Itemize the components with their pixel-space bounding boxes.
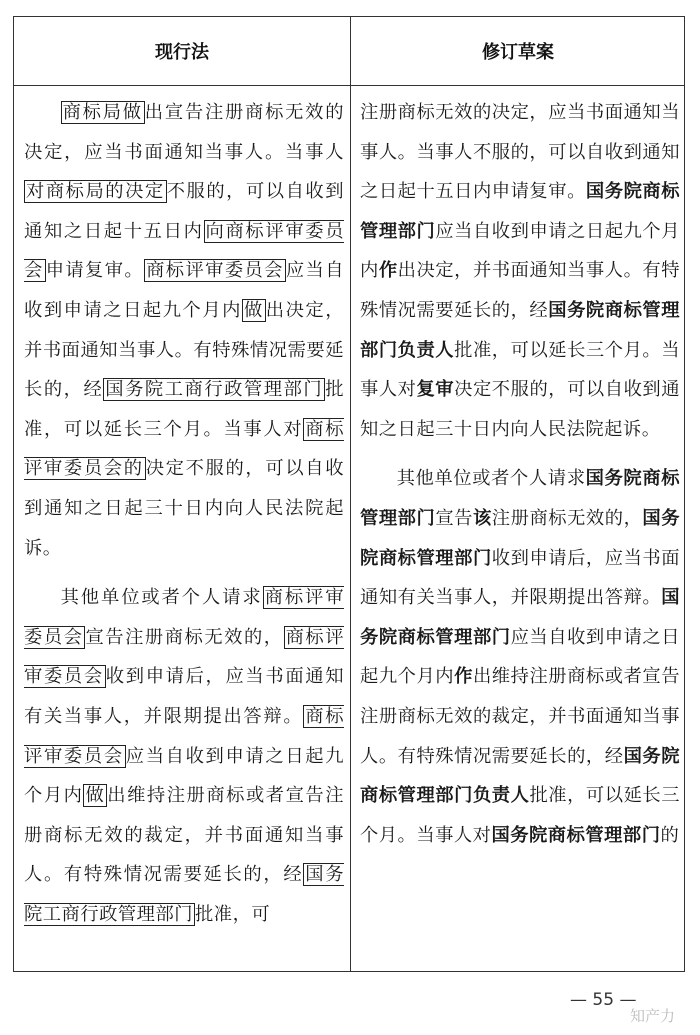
- bold-term: 国务院商标管理部门负责人: [360, 299, 680, 361]
- text-run: 其他单位或者个人请求: [396, 468, 586, 490]
- text-run: 应当自收到申请之日起九个月内: [360, 220, 680, 282]
- page-number: — 55 —: [570, 990, 637, 1010]
- bold-term: 国务院商标管理部门负责人: [360, 745, 680, 807]
- boxed-term: 商标评审委员会: [24, 705, 344, 767]
- header-revised-draft: 修订草案: [482, 42, 554, 63]
- boxed-term: 国务院工商行政管理部门: [105, 379, 324, 401]
- boxed-term: 向商标评审委员会: [24, 220, 344, 282]
- current-law-column: [24, 85, 344, 972]
- text-run: 出决定，并书面通知当事人。有特殊情况需要延长的，经: [24, 299, 344, 401]
- boxed-term: 对商标局的决定: [26, 181, 165, 203]
- text-run: 宣告注册商标无效的，: [85, 626, 284, 648]
- text-run: 决定不服的，可以自收到通知之日起三十日内向人民法院起诉。: [24, 458, 344, 559]
- text-run: 收到申请后，应当书面通知有关当事人，并限期提出答辩。: [24, 666, 344, 727]
- boxed-term: 商标评审委员会: [24, 587, 344, 648]
- revised-draft-column: [360, 85, 680, 972]
- text-run: 的: [660, 824, 680, 846]
- text-run: 应当自收到申请之日起九个月内: [24, 260, 344, 321]
- revised-draft-paragraph-1: [360, 93, 680, 449]
- text-run: 批准，可以延长三个月。当事人对: [360, 785, 680, 846]
- text-run: 批准，可以延长三个月。当事人对: [360, 339, 680, 401]
- text-run: 决定不服的，可以自收到通知之日起三十日内向人民法院起诉。: [360, 379, 680, 440]
- text-run: 注册商标无效的，: [491, 507, 643, 529]
- current-law-paragraph-2: [24, 578, 344, 934]
- text-run: 出宣告注册商标无效的决定，应当书面通知当事人。当事人: [24, 102, 344, 163]
- bold-term: 作: [378, 260, 398, 282]
- boxed-term: 商标评审委员会的: [24, 418, 344, 480]
- text-run: 宣告: [435, 507, 473, 529]
- bold-term: 该: [472, 507, 492, 529]
- boxed-term: 做: [243, 299, 264, 321]
- bold-term: 国务院商标管理部门: [360, 507, 680, 569]
- boxed-term: 商标评审委员会: [24, 626, 344, 688]
- bold-term: 作: [454, 666, 473, 688]
- bold-term: 国务院商标管理部门: [360, 468, 680, 529]
- comparison-table: [13, 16, 685, 972]
- bold-term: 国务院商标管理部门: [491, 824, 661, 846]
- revised-draft-paragraph-2: [360, 459, 680, 855]
- bold-term: 国务院商标管理部门: [360, 181, 680, 242]
- current-law-paragraph-1: [24, 93, 344, 568]
- text-run: 批准，可以延长三个月。当事人对: [24, 379, 344, 440]
- boxed-term: 商标评审委员会: [146, 260, 284, 282]
- text-run: 其他单位或者个人请求: [60, 587, 263, 609]
- text-run: 收到申请后，应当书面通知有关当事人，并限期提出答辩。: [360, 547, 680, 609]
- text-run: 注册商标无效的决定，应当书面通知当事人。当事人不服的，可以自收到通知之日起十五日内申请复审。: [360, 102, 680, 203]
- text-run: 批准，可: [195, 903, 271, 925]
- column-divider: [350, 17, 351, 971]
- text-run: 应当自收到申请之日起九个月内: [360, 626, 680, 688]
- bold-term: 国务院商标管理部门: [360, 587, 680, 648]
- bold-term: 复审: [416, 379, 455, 401]
- text-run: 不服的，可以自收到通知之日起十五日内: [24, 181, 344, 242]
- text-run: 出决定，并书面通知当事人。有特殊情况需要延长的，经: [360, 260, 680, 321]
- boxed-term: 国务院工商行政管理部门: [24, 864, 344, 925]
- text-run: 申请复审。: [45, 260, 145, 282]
- text-run: 出维持注册商标或者宣告注册商标无效的裁定，并书面通知当事人。有特殊情况需要延长的，经: [360, 666, 680, 767]
- text-run: 应当自收到申请之日起九个月内: [24, 745, 344, 807]
- boxed-term: 做: [85, 785, 106, 807]
- watermark: 知产力: [630, 1007, 676, 1025]
- boxed-term: 商标局做: [62, 102, 143, 123]
- header-current-law: 现行法: [155, 42, 209, 63]
- text-run: 出维持注册商标或者宣告注册商标无效的裁定，并书面通知当事人。有特殊情况需要延长的，经: [24, 785, 344, 886]
